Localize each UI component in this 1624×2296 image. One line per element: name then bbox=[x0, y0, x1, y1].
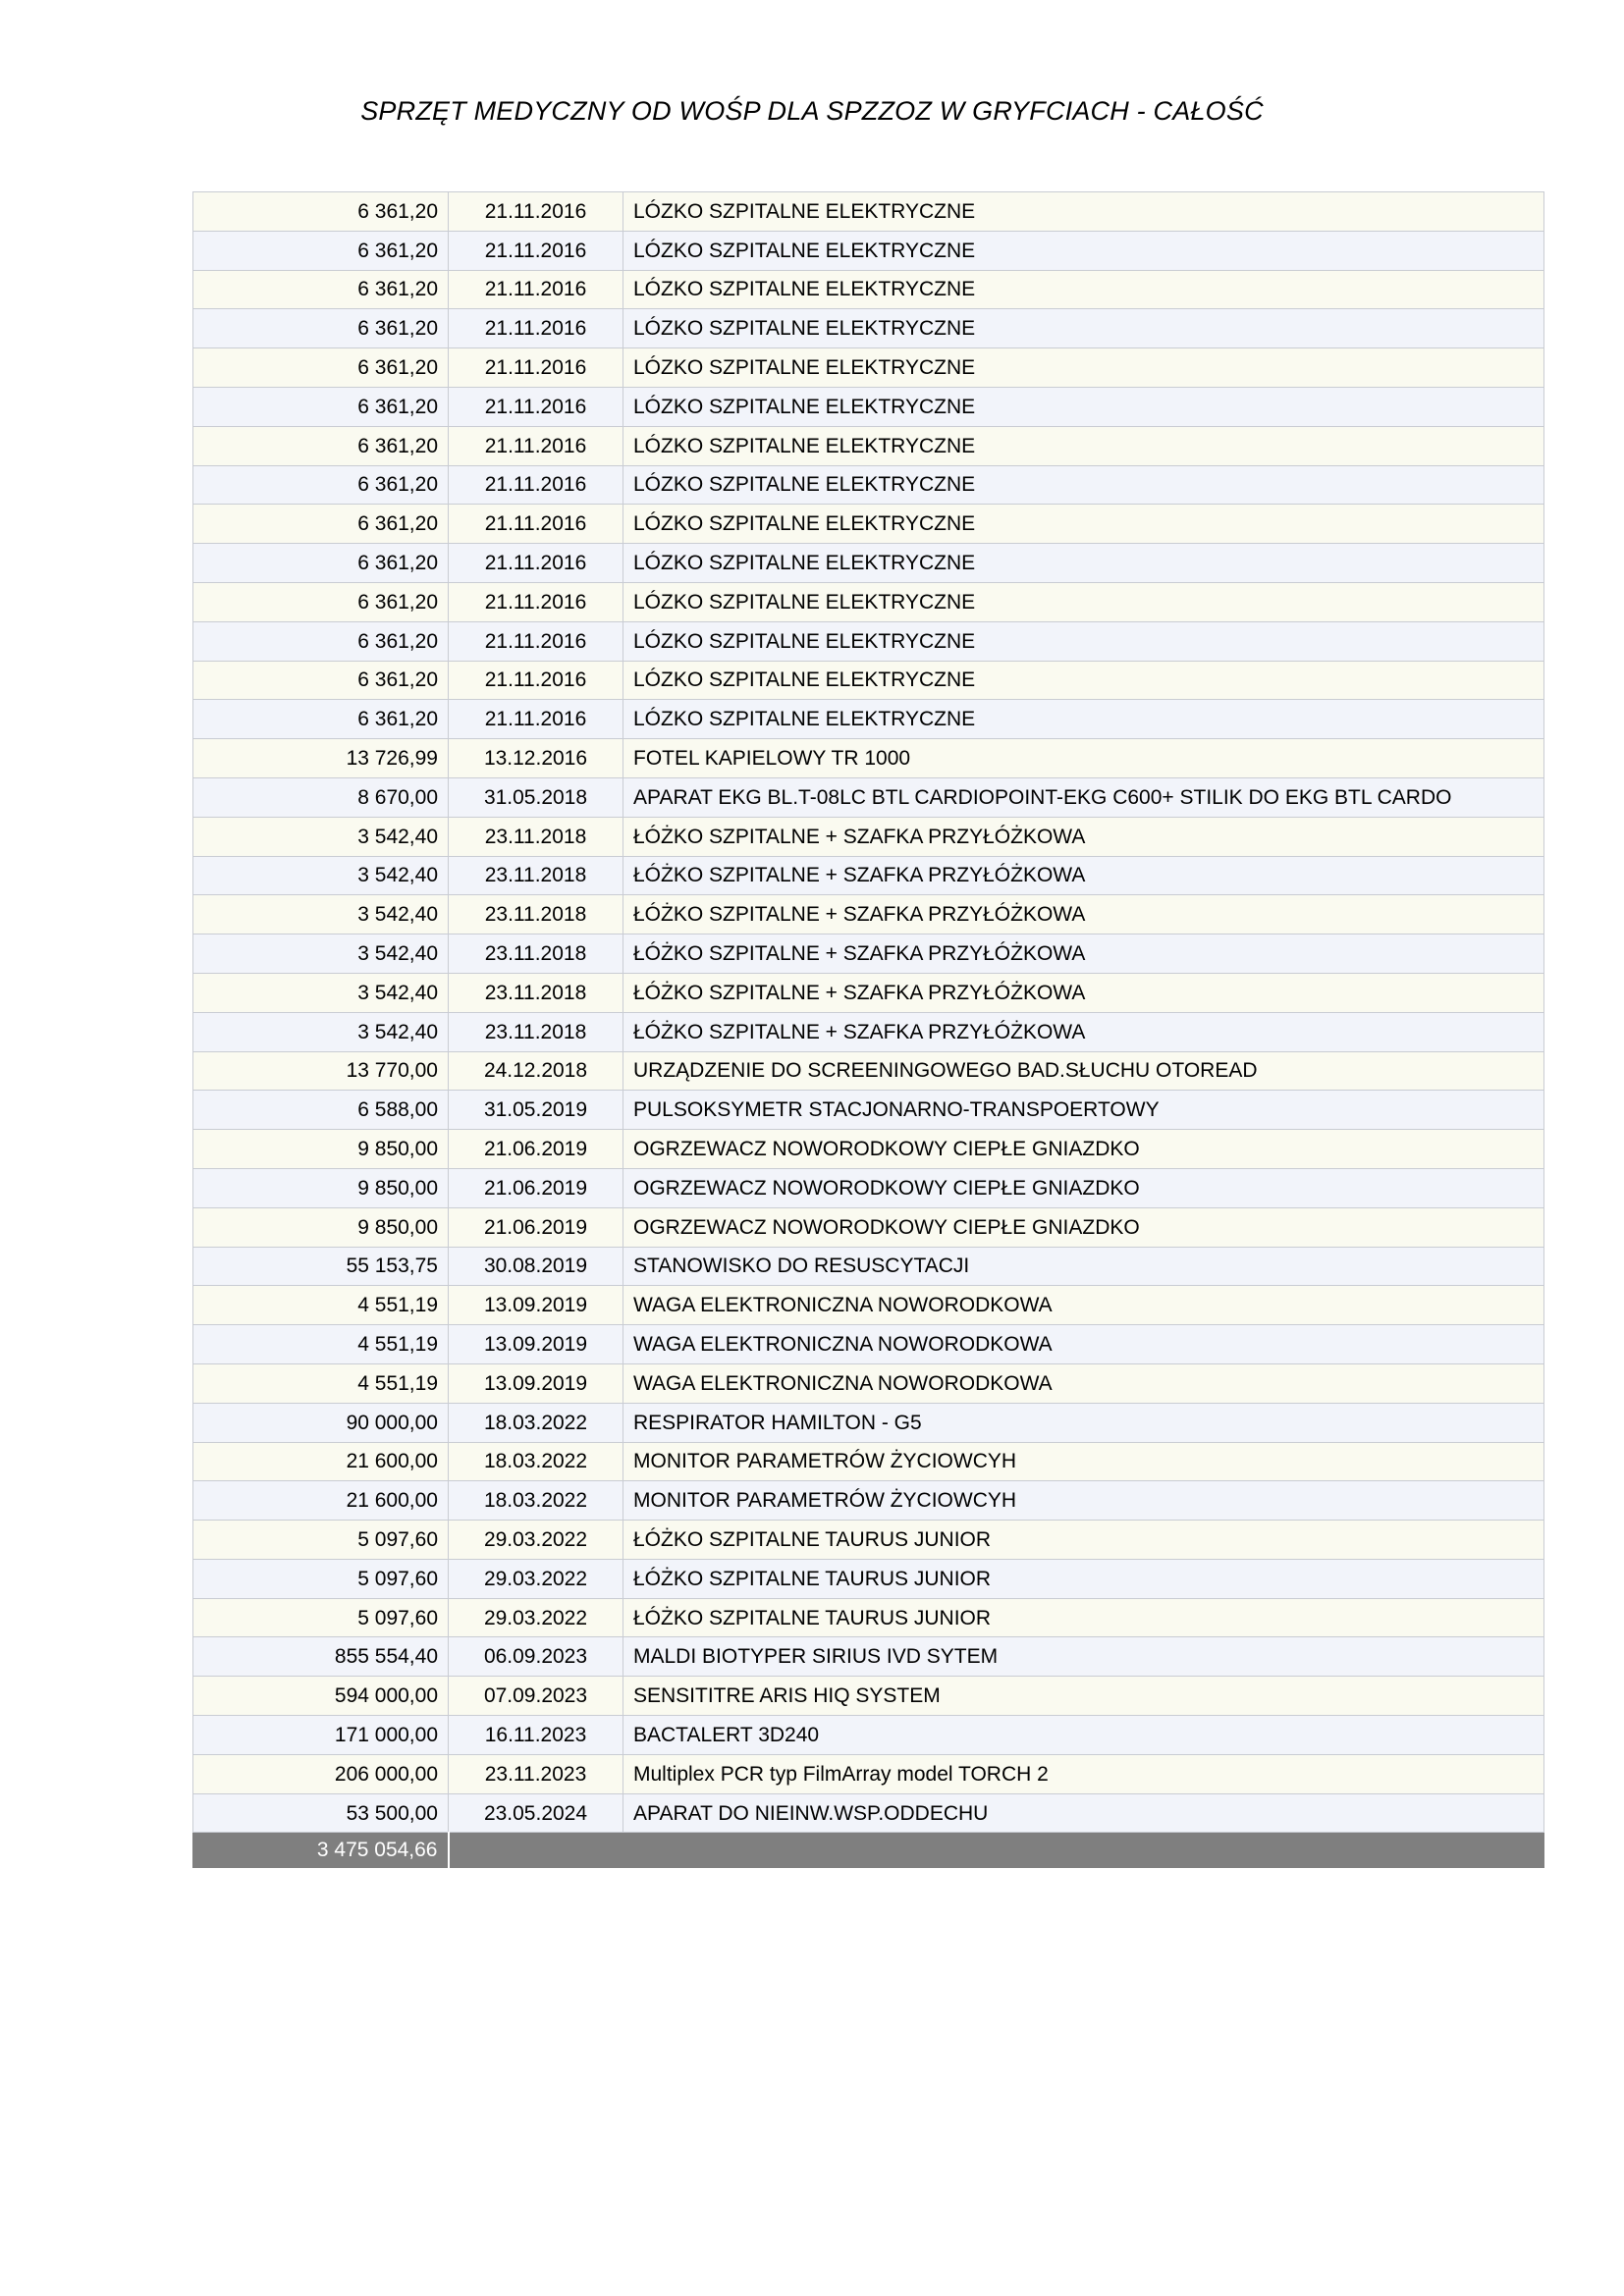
row-amount: 5 097,60 bbox=[193, 1521, 449, 1560]
row-equipment-name: LÓZKO SZPITALNE ELEKTRYCZNE bbox=[623, 505, 1544, 544]
table-row bbox=[193, 856, 1544, 895]
row-amount: 855 554,40 bbox=[193, 1637, 449, 1677]
row-amount: 8 670,00 bbox=[193, 777, 449, 817]
row-equipment-name: PULSOKSYMETR STACJONARNO-TRANSPOERTOWY bbox=[623, 1091, 1544, 1130]
row-date: 21.11.2016 bbox=[449, 700, 623, 739]
row-date: 21.11.2016 bbox=[449, 505, 623, 544]
row-equipment-name: LÓZKO SZPITALNE ELEKTRYCZNE bbox=[623, 426, 1544, 465]
row-date: 21.11.2016 bbox=[449, 192, 623, 232]
row-amount: 206 000,00 bbox=[193, 1754, 449, 1793]
table-row bbox=[193, 348, 1544, 388]
row-date: 21.11.2016 bbox=[449, 270, 623, 309]
table-row bbox=[193, 1716, 1544, 1755]
row-amount: 6 361,20 bbox=[193, 544, 449, 583]
table-row bbox=[193, 270, 1544, 309]
row-equipment-name: SENSITITRE ARIS HIQ SYSTEM bbox=[623, 1677, 1544, 1716]
table-row bbox=[193, 1521, 1544, 1560]
row-date: 21.11.2016 bbox=[449, 544, 623, 583]
total-amount: 3 475 054,66 bbox=[193, 1833, 449, 1868]
table-row bbox=[193, 1559, 1544, 1598]
row-date: 16.11.2023 bbox=[449, 1716, 623, 1755]
row-date: 06.09.2023 bbox=[449, 1637, 623, 1677]
row-equipment-name: BACTALERT 3D240 bbox=[623, 1716, 1544, 1755]
table-row bbox=[193, 582, 1544, 621]
row-date: 18.03.2022 bbox=[449, 1403, 623, 1442]
table-body bbox=[193, 192, 1544, 1833]
row-amount: 6 588,00 bbox=[193, 1091, 449, 1130]
row-date: 23.11.2018 bbox=[449, 1012, 623, 1051]
row-amount: 6 361,20 bbox=[193, 348, 449, 388]
row-date: 31.05.2018 bbox=[449, 777, 623, 817]
row-amount: 4 551,19 bbox=[193, 1325, 449, 1364]
row-amount: 21 600,00 bbox=[193, 1481, 449, 1521]
table-row bbox=[193, 1793, 1544, 1833]
row-equipment-name: MONITOR PARAMETRÓW ŻYCIOWCYH bbox=[623, 1481, 1544, 1521]
equipment-table bbox=[192, 191, 1544, 1868]
row-amount: 53 500,00 bbox=[193, 1793, 449, 1833]
table-row bbox=[193, 1091, 1544, 1130]
row-equipment-name: LÓZKO SZPITALNE ELEKTRYCZNE bbox=[623, 387, 1544, 426]
row-amount: 3 542,40 bbox=[193, 1012, 449, 1051]
row-equipment-name: MALDI BIOTYPER SIRIUS IVD SYTEM bbox=[623, 1637, 1544, 1677]
row-date: 23.11.2018 bbox=[449, 856, 623, 895]
total-blank-cell bbox=[449, 1833, 1544, 1868]
table-row bbox=[193, 1481, 1544, 1521]
row-equipment-name: LÓZKO SZPITALNE ELEKTRYCZNE bbox=[623, 231, 1544, 270]
table-row bbox=[193, 1325, 1544, 1364]
row-amount: 3 542,40 bbox=[193, 934, 449, 974]
row-equipment-name: Multiplex PCR typ FilmArray model TORCH 2 bbox=[623, 1754, 1544, 1793]
row-equipment-name: LÓZKO SZPITALNE ELEKTRYCZNE bbox=[623, 700, 1544, 739]
row-equipment-name: ŁÓŻKO SZPITALNE + SZAFKA PRZYŁÓŻKOWA bbox=[623, 973, 1544, 1012]
row-equipment-name: URZĄDZENIE DO SCREENINGOWEGO BAD.SŁUCHU OTOREAD bbox=[623, 1051, 1544, 1091]
row-date: 13.09.2019 bbox=[449, 1363, 623, 1403]
row-amount: 3 542,40 bbox=[193, 895, 449, 934]
table-row bbox=[193, 1130, 1544, 1169]
row-date: 13.12.2016 bbox=[449, 739, 623, 778]
row-date: 23.11.2023 bbox=[449, 1754, 623, 1793]
table-row bbox=[193, 465, 1544, 505]
row-date: 18.03.2022 bbox=[449, 1442, 623, 1481]
row-date: 23.11.2018 bbox=[449, 973, 623, 1012]
row-equipment-name: ŁÓŻKO SZPITALNE + SZAFKA PRZYŁÓŻKOWA bbox=[623, 817, 1544, 856]
row-equipment-name: MONITOR PARAMETRÓW ŻYCIOWCYH bbox=[623, 1442, 1544, 1481]
row-equipment-name: LÓZKO SZPITALNE ELEKTRYCZNE bbox=[623, 309, 1544, 348]
table-row bbox=[193, 817, 1544, 856]
row-amount: 13 770,00 bbox=[193, 1051, 449, 1091]
row-equipment-name: ŁÓŻKO SZPITALNE + SZAFKA PRZYŁÓŻKOWA bbox=[623, 856, 1544, 895]
table-row bbox=[193, 739, 1544, 778]
row-amount: 6 361,20 bbox=[193, 426, 449, 465]
row-equipment-name: LÓZKO SZPITALNE ELEKTRYCZNE bbox=[623, 270, 1544, 309]
row-date: 21.11.2016 bbox=[449, 309, 623, 348]
row-equipment-name: LÓZKO SZPITALNE ELEKTRYCZNE bbox=[623, 192, 1544, 232]
row-amount: 9 850,00 bbox=[193, 1207, 449, 1247]
row-amount: 171 000,00 bbox=[193, 1716, 449, 1755]
row-amount: 6 361,20 bbox=[193, 387, 449, 426]
row-date: 13.09.2019 bbox=[449, 1325, 623, 1364]
table-row bbox=[193, 1754, 1544, 1793]
total-row bbox=[193, 1833, 1544, 1868]
row-equipment-name: OGRZEWACZ NOWORODKOWY CIEPŁE GNIAZDKO bbox=[623, 1130, 1544, 1169]
row-equipment-name: LÓZKO SZPITALNE ELEKTRYCZNE bbox=[623, 582, 1544, 621]
row-amount: 9 850,00 bbox=[193, 1130, 449, 1169]
row-date: 21.11.2016 bbox=[449, 426, 623, 465]
row-equipment-name: APARAT DO NIEINW.WSP.ODDECHU bbox=[623, 1793, 1544, 1833]
table-row bbox=[193, 544, 1544, 583]
row-amount: 6 361,20 bbox=[193, 661, 449, 700]
row-equipment-name: ŁÓŻKO SZPITALNE TAURUS JUNIOR bbox=[623, 1598, 1544, 1637]
table-row bbox=[193, 309, 1544, 348]
row-amount: 6 361,20 bbox=[193, 309, 449, 348]
row-equipment-name: LÓZKO SZPITALNE ELEKTRYCZNE bbox=[623, 661, 1544, 700]
row-equipment-name: LÓZKO SZPITALNE ELEKTRYCZNE bbox=[623, 465, 1544, 505]
table-row bbox=[193, 426, 1544, 465]
table-row bbox=[193, 621, 1544, 661]
row-date: 21.11.2016 bbox=[449, 387, 623, 426]
row-amount: 13 726,99 bbox=[193, 739, 449, 778]
table-row bbox=[193, 1677, 1544, 1716]
row-equipment-name: ŁÓŻKO SZPITALNE TAURUS JUNIOR bbox=[623, 1559, 1544, 1598]
row-amount: 5 097,60 bbox=[193, 1559, 449, 1598]
table-row bbox=[193, 1247, 1544, 1286]
row-amount: 5 097,60 bbox=[193, 1598, 449, 1637]
row-date: 23.11.2018 bbox=[449, 817, 623, 856]
row-date: 21.11.2016 bbox=[449, 231, 623, 270]
row-equipment-name: WAGA ELEKTRONICZNA NOWORODKOWA bbox=[623, 1286, 1544, 1325]
row-equipment-name: FOTEL KAPIELOWY TR 1000 bbox=[623, 739, 1544, 778]
table-row bbox=[193, 1363, 1544, 1403]
row-date: 13.09.2019 bbox=[449, 1286, 623, 1325]
row-amount: 3 542,40 bbox=[193, 856, 449, 895]
row-date: 21.06.2019 bbox=[449, 1207, 623, 1247]
row-equipment-name: WAGA ELEKTRONICZNA NOWORODKOWA bbox=[623, 1325, 1544, 1364]
table-row bbox=[193, 973, 1544, 1012]
row-equipment-name: ŁÓŻKO SZPITALNE TAURUS JUNIOR bbox=[623, 1521, 1544, 1560]
row-amount: 6 361,20 bbox=[193, 465, 449, 505]
row-equipment-name: RESPIRATOR HAMILTON - G5 bbox=[623, 1403, 1544, 1442]
row-date: 21.11.2016 bbox=[449, 661, 623, 700]
row-amount: 90 000,00 bbox=[193, 1403, 449, 1442]
document-title: SPRZĘT MEDYCZNY OD WOŚP DLA SPZZOZ W GRYFCIACH - CAŁOŚĆ bbox=[360, 96, 1264, 126]
table-row bbox=[193, 231, 1544, 270]
row-date: 21.06.2019 bbox=[449, 1130, 623, 1169]
row-date: 23.11.2018 bbox=[449, 934, 623, 974]
row-date: 29.03.2022 bbox=[449, 1598, 623, 1637]
table-row bbox=[193, 505, 1544, 544]
row-amount: 6 361,20 bbox=[193, 270, 449, 309]
row-date: 21.11.2016 bbox=[449, 621, 623, 661]
row-equipment-name: ŁÓŻKO SZPITALNE + SZAFKA PRZYŁÓŻKOWA bbox=[623, 1012, 1544, 1051]
table-row bbox=[193, 1403, 1544, 1442]
row-date: 21.11.2016 bbox=[449, 465, 623, 505]
row-amount: 594 000,00 bbox=[193, 1677, 449, 1716]
row-amount: 6 361,20 bbox=[193, 192, 449, 232]
row-date: 30.08.2019 bbox=[449, 1247, 623, 1286]
row-amount: 6 361,20 bbox=[193, 582, 449, 621]
table-row bbox=[193, 1598, 1544, 1637]
table-row bbox=[193, 1637, 1544, 1677]
row-date: 23.11.2018 bbox=[449, 895, 623, 934]
row-amount: 3 542,40 bbox=[193, 973, 449, 1012]
row-equipment-name: OGRZEWACZ NOWORODKOWY CIEPŁE GNIAZDKO bbox=[623, 1168, 1544, 1207]
row-equipment-name: LÓZKO SZPITALNE ELEKTRYCZNE bbox=[623, 621, 1544, 661]
table-row bbox=[193, 777, 1544, 817]
row-amount: 4 551,19 bbox=[193, 1363, 449, 1403]
table-row bbox=[193, 1051, 1544, 1091]
row-date: 21.11.2016 bbox=[449, 348, 623, 388]
row-equipment-name: WAGA ELEKTRONICZNA NOWORODKOWA bbox=[623, 1363, 1544, 1403]
table-row bbox=[193, 661, 1544, 700]
row-amount: 6 361,20 bbox=[193, 231, 449, 270]
table-row bbox=[193, 192, 1544, 232]
row-amount: 6 361,20 bbox=[193, 621, 449, 661]
row-equipment-name: OGRZEWACZ NOWORODKOWY CIEPŁE GNIAZDKO bbox=[623, 1207, 1544, 1247]
row-date: 23.05.2024 bbox=[449, 1793, 623, 1833]
row-amount: 55 153,75 bbox=[193, 1247, 449, 1286]
row-equipment-name: LÓZKO SZPITALNE ELEKTRYCZNE bbox=[623, 348, 1544, 388]
row-equipment-name: STANOWISKO DO RESUSCYTACJI bbox=[623, 1247, 1544, 1286]
row-equipment-name: APARAT EKG BL.T-08LC BTL CARDIOPOINT-EKG C600+ STILIK DO EKG BTL CARDO bbox=[623, 777, 1544, 817]
table-row bbox=[193, 1012, 1544, 1051]
row-amount: 6 361,20 bbox=[193, 505, 449, 544]
row-equipment-name: ŁÓŻKO SZPITALNE + SZAFKA PRZYŁÓŻKOWA bbox=[623, 934, 1544, 974]
row-amount: 6 361,20 bbox=[193, 700, 449, 739]
row-equipment-name: LÓZKO SZPITALNE ELEKTRYCZNE bbox=[623, 544, 1544, 583]
table-row bbox=[193, 1207, 1544, 1247]
row-date: 21.06.2019 bbox=[449, 1168, 623, 1207]
table-row bbox=[193, 1442, 1544, 1481]
table-row bbox=[193, 387, 1544, 426]
table-row bbox=[193, 700, 1544, 739]
row-amount: 3 542,40 bbox=[193, 817, 449, 856]
row-date: 07.09.2023 bbox=[449, 1677, 623, 1716]
table-row bbox=[193, 934, 1544, 974]
table-row bbox=[193, 1286, 1544, 1325]
row-date: 29.03.2022 bbox=[449, 1521, 623, 1560]
row-date: 29.03.2022 bbox=[449, 1559, 623, 1598]
table-row bbox=[193, 1168, 1544, 1207]
row-date: 24.12.2018 bbox=[449, 1051, 623, 1091]
table-row bbox=[193, 895, 1544, 934]
row-date: 21.11.2016 bbox=[449, 582, 623, 621]
row-date: 18.03.2022 bbox=[449, 1481, 623, 1521]
row-amount: 21 600,00 bbox=[193, 1442, 449, 1481]
row-equipment-name: ŁÓŻKO SZPITALNE + SZAFKA PRZYŁÓŻKOWA bbox=[623, 895, 1544, 934]
row-amount: 9 850,00 bbox=[193, 1168, 449, 1207]
row-amount: 4 551,19 bbox=[193, 1286, 449, 1325]
row-date: 31.05.2019 bbox=[449, 1091, 623, 1130]
